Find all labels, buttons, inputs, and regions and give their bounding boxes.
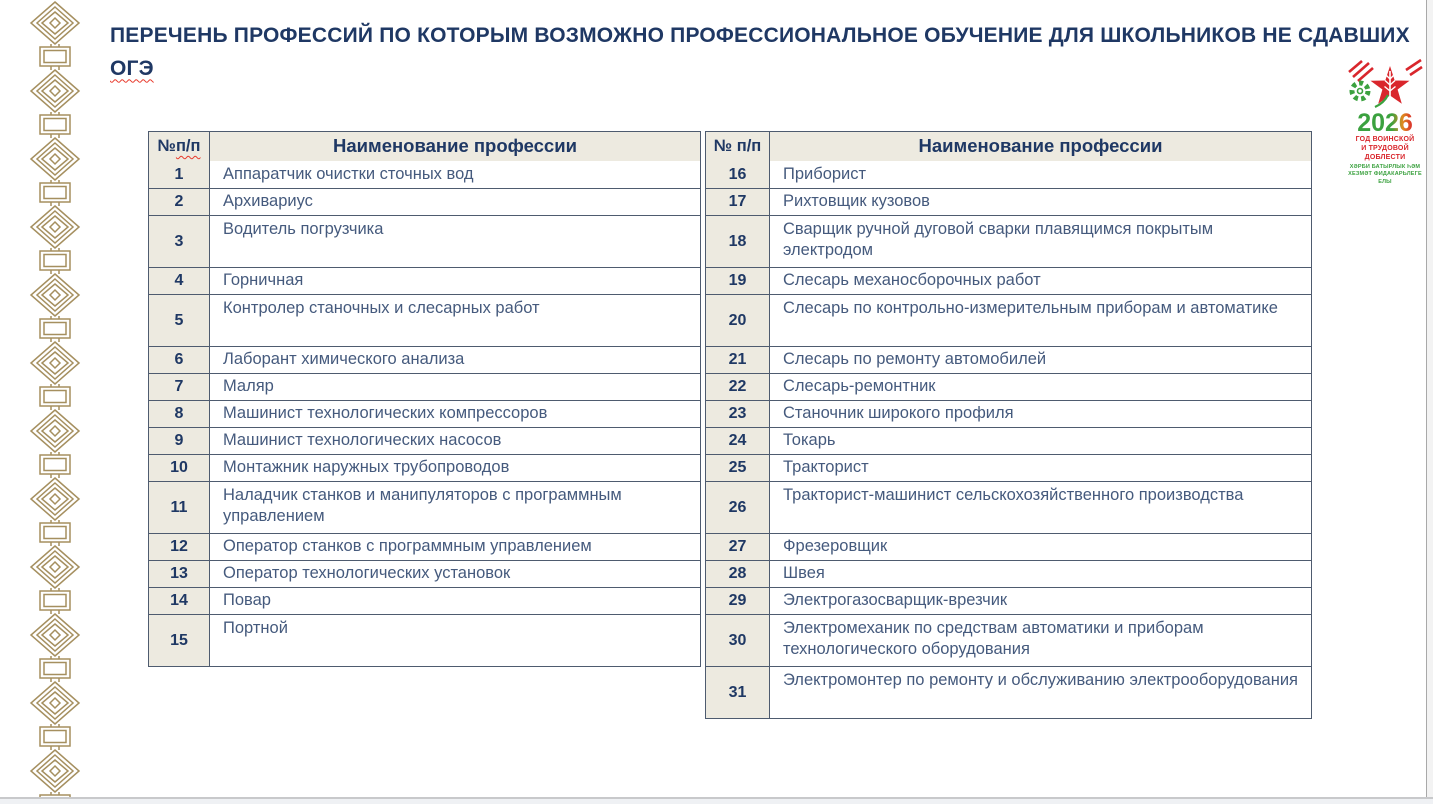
profession-name: Оператор станков с программным управлением xyxy=(223,537,592,556)
row-number-cell: 17 xyxy=(706,189,770,215)
profession-name: Машинист технологических насосов xyxy=(223,431,502,450)
row-profession-cell xyxy=(210,615,700,666)
profession-name: Швея xyxy=(783,564,825,583)
profession-name: Наладчик станков и манипуляторов с программным управлением xyxy=(223,486,622,526)
row-number-cell: 20 xyxy=(706,295,770,346)
row-profession-cell xyxy=(770,615,1311,666)
row-profession-cell xyxy=(770,401,1311,427)
row-number-cell: 16 xyxy=(706,161,770,188)
table-row xyxy=(149,454,700,481)
row-profession-cell xyxy=(770,268,1311,294)
row-profession-cell xyxy=(210,428,700,454)
profession-name: Машинист технологических компрессоров xyxy=(223,404,548,423)
table-row xyxy=(706,427,1311,454)
table-body xyxy=(706,161,1311,718)
table-row xyxy=(149,294,700,346)
page-title-main: ПЕРЕЧЕНЬ ПРОФЕССИЙ ПО КОТОРЫМ ВОЗМОЖНО ПРОФЕССИОНАЛЬНОЕ ОБУЧЕНИЕ ДЛЯ ШКОЛЬНИКОВ НЕ СДАВШИХ xyxy=(110,24,1410,47)
row-number-cell: 12 xyxy=(149,534,210,560)
row-profession-cell xyxy=(770,482,1311,533)
table-row xyxy=(706,454,1311,481)
row-profession-cell xyxy=(770,667,1311,718)
profession-name: Приборист xyxy=(783,164,867,183)
table-row xyxy=(706,400,1311,427)
row-profession-cell xyxy=(770,588,1311,614)
table-row xyxy=(706,560,1311,587)
logo-caption-green: ХӘРБИ БАТЫРЛЫК ҺӘМ ХЕЗМӘТ ФИДАКАРЬЛЕГЕ ЕЛЫ xyxy=(1348,164,1422,185)
profession-name: Токарь xyxy=(783,431,836,450)
profession-name: Электромеханик по средствам автоматики и приборам технологического оборудования xyxy=(783,619,1204,659)
row-profession-cell xyxy=(210,534,700,560)
row-profession-cell xyxy=(210,295,700,346)
profession-name: Аппаратчик очистки сточных вод xyxy=(223,164,474,183)
table-row xyxy=(149,560,700,587)
row-number-cell: 28 xyxy=(706,561,770,587)
table-header-row xyxy=(149,132,700,161)
row-number-cell: 3 xyxy=(149,216,210,267)
row-profession-cell xyxy=(770,428,1311,454)
profession-name: Фрезеровщик xyxy=(783,537,888,556)
row-profession-cell xyxy=(770,347,1311,373)
profession-name: Горничная xyxy=(223,271,304,290)
logo-caption-red: ГОД ВОИНСКОЙ И ТРУДОВОЙ ДОБЛЕСТИ xyxy=(1355,136,1415,161)
row-profession-cell xyxy=(210,588,700,614)
table-body xyxy=(149,161,700,666)
profession-name: Маляр xyxy=(223,377,274,396)
table-row xyxy=(706,481,1311,533)
profession-name: Повар xyxy=(223,591,271,610)
row-number-cell: 13 xyxy=(149,561,210,587)
table-row xyxy=(149,400,700,427)
row-number-cell: 21 xyxy=(706,347,770,373)
row-profession-cell xyxy=(770,534,1311,560)
row-number-cell: 25 xyxy=(706,455,770,481)
table-row xyxy=(149,373,700,400)
profession-name: Слесарь по ремонту автомобилей xyxy=(783,350,1047,369)
header-profession-cell: Наименование профессии xyxy=(210,132,700,161)
row-number-cell: 5 xyxy=(149,295,210,346)
row-number-cell: 11 xyxy=(149,482,210,533)
profession-name: Тракторист-машинист сельскохозяйственного производства xyxy=(783,486,1244,504)
table-row xyxy=(706,587,1311,614)
row-profession-cell xyxy=(770,189,1311,215)
valor-emblem-icon xyxy=(1346,58,1424,110)
row-profession-cell xyxy=(770,561,1311,587)
page-title xyxy=(110,20,1426,85)
row-number-cell: 14 xyxy=(149,588,210,614)
row-profession-cell xyxy=(770,161,1311,188)
table-row xyxy=(149,346,700,373)
profession-name: Слесарь по контрольно-измерительным приборам и автоматике xyxy=(783,299,1278,317)
row-number-cell: 1 xyxy=(149,161,210,188)
table-row xyxy=(706,161,1311,188)
table-row xyxy=(706,373,1311,400)
svg-text:2026: 2026 xyxy=(1357,110,1413,135)
row-number-cell: 18 xyxy=(706,216,770,267)
row-number-cell: 24 xyxy=(706,428,770,454)
professions-table-left xyxy=(148,131,701,667)
profession-name: Рихтовщик кузовов xyxy=(783,192,930,211)
profession-name: Оператор технологических установок xyxy=(223,564,511,583)
profession-name: Станочник широкого профиля xyxy=(783,404,1014,423)
window-right-margin xyxy=(1427,0,1433,804)
row-number-cell: 27 xyxy=(706,534,770,560)
row-number-cell: 6 xyxy=(149,347,210,373)
ornament-pattern-icon xyxy=(26,0,84,798)
row-profession-cell xyxy=(210,401,700,427)
window-right-edge xyxy=(1426,0,1427,804)
row-number-cell: 4 xyxy=(149,268,210,294)
row-profession-cell xyxy=(210,268,700,294)
profession-name: Портной xyxy=(223,619,288,637)
header-profession-cell: Наименование профессии xyxy=(770,132,1311,161)
row-number-cell: 19 xyxy=(706,268,770,294)
valor-year-logo xyxy=(1343,58,1427,186)
table-row xyxy=(706,267,1311,294)
profession-name: Лаборант химического анализа xyxy=(223,350,465,369)
table-row xyxy=(706,294,1311,346)
row-number-cell: 7 xyxy=(149,374,210,400)
row-profession-cell xyxy=(770,374,1311,400)
profession-name: Архивариус xyxy=(223,192,313,211)
row-number-cell: 15 xyxy=(149,615,210,666)
page-title-oge: ОГЭ xyxy=(110,56,154,80)
row-profession-cell xyxy=(770,216,1311,267)
row-number-cell: 9 xyxy=(149,428,210,454)
table-row xyxy=(706,188,1311,215)
table-row xyxy=(149,215,700,267)
year-2026-text xyxy=(1346,110,1424,135)
row-profession-cell xyxy=(210,455,700,481)
profession-name: Слесарь механосборочных работ xyxy=(783,271,1041,290)
table-row xyxy=(706,533,1311,560)
header-number-cell: № п/п xyxy=(706,132,770,161)
table-row xyxy=(706,215,1311,267)
table-row xyxy=(149,533,700,560)
profession-name: Водитель погрузчика xyxy=(223,220,384,238)
row-number-cell: 10 xyxy=(149,455,210,481)
professions-table-right xyxy=(705,131,1312,719)
profession-name: Сварщик ручной дуговой сварки плавящимся покрытым электродом xyxy=(783,220,1214,260)
table-header-row xyxy=(706,132,1311,161)
table-row xyxy=(706,666,1311,718)
row-number-cell: 22 xyxy=(706,374,770,400)
row-number-cell: 30 xyxy=(706,615,770,666)
table-row xyxy=(149,161,700,188)
table-row xyxy=(149,188,700,215)
profession-name: Электромонтер по ремонту и обслуживанию электрооборудования xyxy=(783,671,1298,689)
profession-name: Контролер станочных и слесарных работ xyxy=(223,299,540,317)
row-number-cell: 26 xyxy=(706,482,770,533)
row-number-cell: 31 xyxy=(706,667,770,718)
table-row xyxy=(149,267,700,294)
row-profession-cell xyxy=(210,216,700,267)
table-row xyxy=(149,614,700,666)
row-profession-cell xyxy=(210,561,700,587)
row-profession-cell xyxy=(210,374,700,400)
row-profession-cell xyxy=(210,347,700,373)
profession-name: Электрогазосварщик-врезчик xyxy=(783,591,1008,610)
tatar-ornament-border xyxy=(26,0,84,798)
header-number-cell: № п/п xyxy=(149,132,210,161)
row-number-cell: 8 xyxy=(149,401,210,427)
row-profession-cell xyxy=(770,455,1311,481)
table-row xyxy=(149,481,700,533)
profession-name: Слесарь-ремонтник xyxy=(783,377,936,396)
row-profession-cell xyxy=(210,161,700,188)
row-profession-cell xyxy=(210,482,700,533)
row-profession-cell xyxy=(770,295,1311,346)
profession-name: Монтажник наружных трубопроводов xyxy=(223,458,510,477)
profession-name: Тракторист xyxy=(783,458,869,477)
window-bottom-strip xyxy=(0,799,1433,804)
table-row xyxy=(706,614,1311,666)
row-profession-cell xyxy=(210,189,700,215)
table-row xyxy=(149,587,700,614)
row-number-cell: 29 xyxy=(706,588,770,614)
table-row xyxy=(149,427,700,454)
row-number-cell: 23 xyxy=(706,401,770,427)
table-row xyxy=(706,346,1311,373)
row-number-cell: 2 xyxy=(149,189,210,215)
